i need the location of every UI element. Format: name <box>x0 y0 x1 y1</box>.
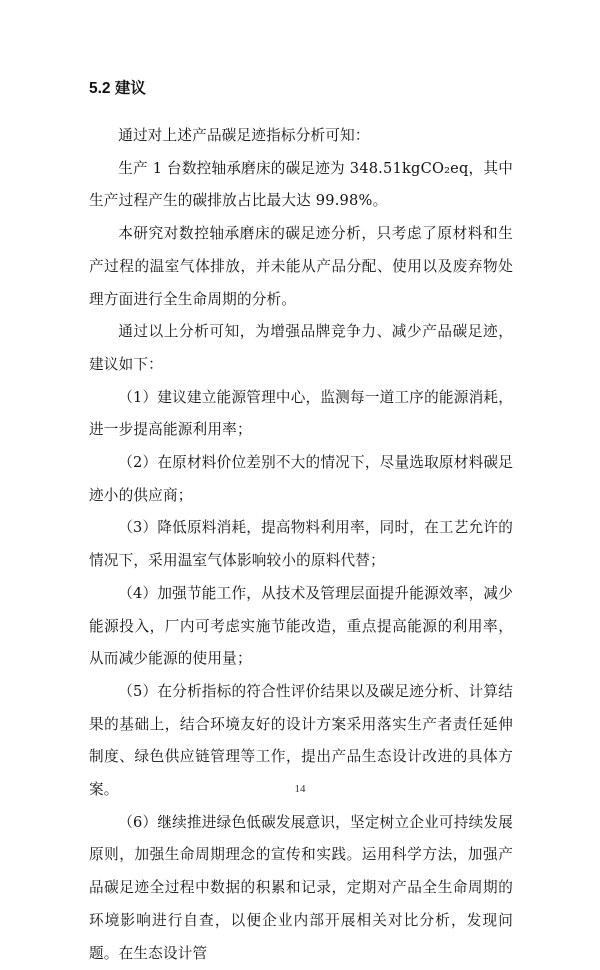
recommendation-item-6: （6）继续推进绿色低碳发展意识，坚定树立企业可持续发展原则，加强生命周期理念的宣传和实践。运用科学方法，加强产品碳足迹全过程中数据的积累和记录，定期对产品全生命周期的环境影响进行自查，以便企业内部开展相关对比分析，发现问题。在生态设计管 <box>89 813 513 962</box>
recommendation-item-2: （2）在原材料价位差别不大的情况下，尽量选取原材料碳足迹小的供应商； <box>89 454 513 504</box>
section-title: 建议 <box>114 80 146 97</box>
paragraph-carbon-footprint-result: 生产 1 台数控轴承磨床的碳足迹为 348.51kgCO₂eq，其中生产过程产生的碳排放占比最大达 99.98%。 <box>89 159 513 210</box>
section-number: 5.2 <box>89 80 111 97</box>
recommendation-item-3: （3）降低原料消耗，提高物料利用率，同时，在工艺允许的情况下，采用温室气体影响较小的原料代替； <box>89 519 513 570</box>
paragraph-study-scope: 本研究对数控轴承磨床的碳足迹分析，只考虑了原材料和生产过程的温室气体排放，并未能从产品分配、使用以及废弃物处理方面进行全生命周期的分析。 <box>89 225 513 308</box>
recommendation-item-4: （4）加强节能工作，从技术及管理层面提升能源效率，减少能源投入，厂内可考虑实施节能改造，重点提高能源的利用率，从而减少能源的使用量； <box>89 584 513 668</box>
page-number: 14 <box>294 783 306 795</box>
paragraph-intro: 通过对上述产品碳足迹指标分析可知： <box>118 127 370 144</box>
recommendation-item-5: （5）在分析指标的符合性评价结果以及碳足迹分析、计算结果的基础上，结合环境友好的设计方案采用落实生产者责任延伸制度、绿色供应链管理等工作，提出产品生态设计改进的具体方案。 <box>89 682 513 799</box>
recommendation-item-1: （1）建议建立能源管理中心，监测每一道工序的能源消耗，进一步提高能源利用率； <box>89 388 513 439</box>
paragraph-recommendation-lead: 通过以上分析可知，为增强品牌竞争力、减少产品碳足迹，建议如下： <box>89 323 513 373</box>
section-heading <box>89 76 146 98</box>
body-text <box>89 120 513 970</box>
